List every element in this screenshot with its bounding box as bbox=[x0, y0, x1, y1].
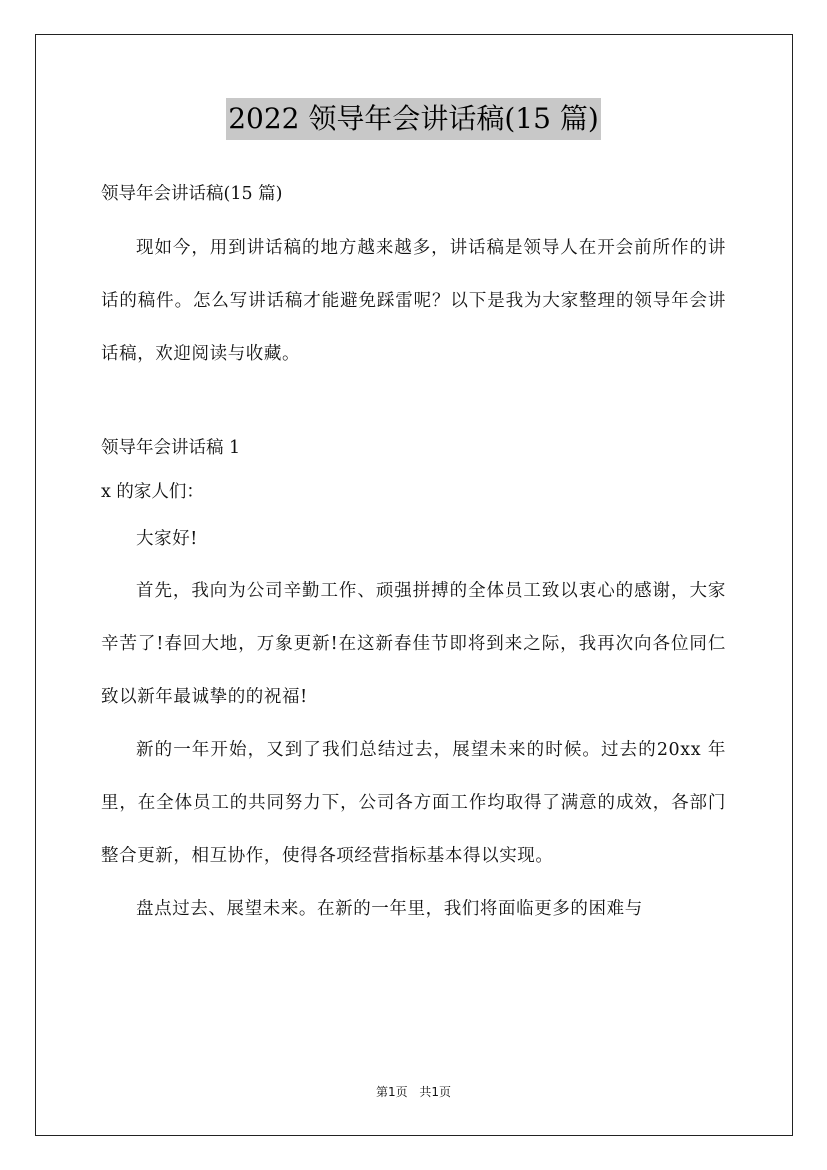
document-title: 2022 领导年会讲话稿(15 篇) bbox=[226, 98, 601, 140]
document-body bbox=[101, 176, 726, 936]
body-paragraph-3: 盘点过去、展望未来。在新的一年里，我们将面临更多的困难与 bbox=[136, 899, 643, 919]
intro-paragraph: 现如今，用到讲话稿的地方越来越多，讲话稿是领导人在开会前所作的讲话的稿件。怎么写讲话稿才能避免踩雷呢？以下是我为大家整理的领导年会讲话稿，欢迎阅读与收藏。 bbox=[101, 238, 726, 364]
document-subtitle: 领导年会讲话稿(15 篇) bbox=[101, 184, 283, 204]
title-container bbox=[0, 98, 827, 140]
body-paragraph-2: 新的一年开始，又到了我们总结过去，展望未来的时候。过去的20xx 年里，在全体员工的共同努力下，公司各方面工作均取得了满意的成效，各部门整合更新，相互协作，使得各项经营指标基本得以实现。 bbox=[101, 740, 726, 866]
section-heading: 领导年会讲话稿 1 bbox=[101, 438, 241, 458]
page-footer bbox=[0, 1083, 827, 1100]
greeting: 大家好! bbox=[136, 529, 198, 549]
page-number: 第1页 bbox=[375, 1085, 408, 1099]
salutation: x 的家人们： bbox=[101, 482, 204, 502]
body-paragraph-1: 首先，我向为公司辛勤工作、顽强拼搏的全体员工致以衷心的感谢，大家辛苦了!春回大地，万象更新!在这新春佳节即将到来之际，我再次向各位同仁致以新年最诚挚的的祝福! bbox=[101, 581, 726, 707]
page-total: 共1页 bbox=[419, 1085, 452, 1099]
